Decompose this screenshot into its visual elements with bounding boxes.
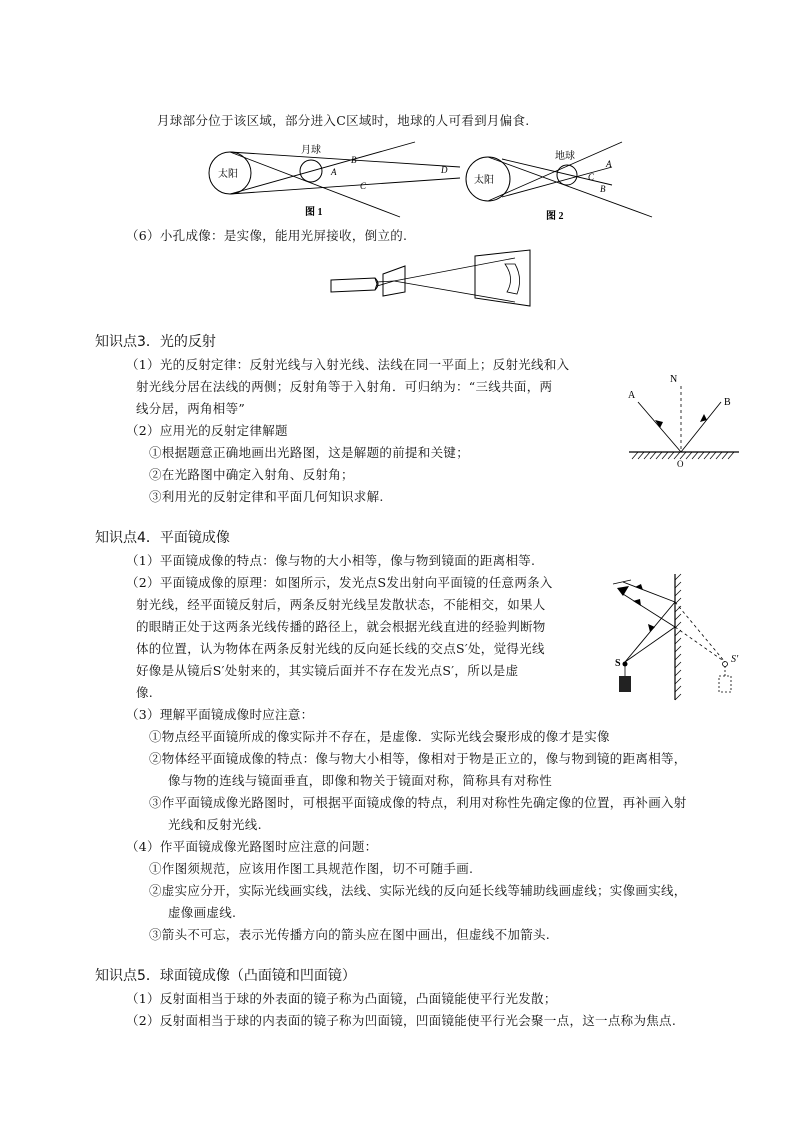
section-4-p2-line-1: （2）平面镜成像的原理：如图所示，发光点S发出射向平面镜的任意两条入 (126, 575, 553, 590)
earth-label: 地球 (555, 151, 575, 162)
section-3-item-1: ①根据题意正确地画出光路图，这是解题的前提和关键； (149, 445, 470, 460)
section-4-p3-item-3: ③作平面镜成像光路图时，可根据平面镜成像的特点，利用对称性先确定像的位置，再补画入射 (149, 795, 687, 810)
section-3-p2: （2）应用光的反射定律解题 (126, 423, 288, 438)
sun-label: 太阳 (474, 175, 494, 186)
section-3-item-2: ②在光路图中确定入射角、反射角； (149, 467, 354, 482)
source-s-label: S (615, 658, 621, 669)
section-3-p1-line-3: 线分居，两角相等” (136, 401, 246, 416)
section-4-p1: （1）平面镜成像的特点：像与物的大小相等，像与物到镜面的距离相等. (126, 553, 536, 568)
image-s-prime-label: S′ (731, 654, 739, 665)
pinhole-diagram (325, 250, 545, 310)
section-5-title: 知识点5．球面镜成像（凸面镜和凹面镜） (95, 968, 356, 984)
section-5-p1: （1）反射面相当于球的外表面的镜子称为凸面镜，凸面镜能使平行光发散； (126, 991, 557, 1006)
section-4-p4: （4）作平面镜成像光路图时应注意的问题： (126, 839, 378, 854)
ray-b-label: B (724, 397, 731, 408)
section-4-p3-item-2: ②物体经平面镜成像的特点：像与物大小相等，像相对于物是正立的，像与物到镜的距离相等， (149, 751, 687, 766)
section-4-p2-line-6: 像. (136, 685, 154, 700)
section-3-p1-line-2: 射光线分居在法线的两侧；反射角等于入射角．可归纳为：“三线共面，两 (136, 379, 553, 394)
figure-2-caption: 图 2 (546, 211, 564, 222)
figure-1-caption: 图 1 (305, 207, 323, 218)
section-4-p4-item-1: ①作图须规范，应该用作图工具规范作图，切不可随手画. (149, 861, 474, 876)
section-4-p4-item-2: ②虚实应分开，实际光线画实线，法线、实际光线的反向延长线等辅助线画虚线；实像画实线， (149, 883, 687, 898)
moon-label: 月球 (301, 145, 321, 156)
section-4-p4-item-2-cont: 虚像画虚线. (168, 905, 237, 920)
section-4-p2-line-5: 好像是从镜后S′处射来的，其实镜后面并不存在发光点S′，所以是虚 (136, 663, 519, 678)
region-c-label: C (360, 181, 367, 191)
section-4-p3-item-2-cont: 像与物的连线与镜面垂直，即像和物关于镜面对称，简称具有对称性 (168, 773, 553, 788)
region-a-label: A (331, 167, 337, 177)
ray-a-label: A (628, 390, 636, 401)
section-4-title: 知识点4．平面镜成像 (95, 530, 230, 546)
pinhole-text: （6）小孔成像：是实像，能用光屏接收，倒立的. (126, 228, 408, 243)
plane-mirror-diagram (603, 572, 753, 702)
region-d-label: D (441, 165, 448, 175)
region-a-label: A (606, 159, 612, 169)
region-b-label: B (600, 184, 606, 194)
section-4-p3-item-1: ①物点经平面镜所成的像实际并不存在，是虚像．实际光线会聚形成的像才是实像 (149, 729, 610, 744)
section-4-p2-line-2: 射光线，经平面镜反射后，两条反射光线呈发散状态，不能相交，如果人 (136, 597, 546, 612)
region-c-label: C (588, 172, 595, 182)
intro-text: 月球部分位于该区域，部分进入C区域时，地球的人可看到月偏食. (157, 113, 530, 128)
reflection-diagram (624, 370, 744, 470)
section-3-p1-line-1: （1）光的反射定律：反射光线与入射光线、法线在同一平面上；反射光线和入 (126, 357, 570, 372)
section-4-p3: （3）理解平面镜成像时应注意： (126, 707, 314, 722)
lunar-eclipse-diagram (205, 137, 465, 227)
solar-eclipse-diagram (462, 137, 662, 227)
point-o-label: O (677, 459, 684, 469)
region-b-label: B (351, 155, 357, 165)
section-4-p4-item-3: ③箭头不可忘，表示光传播方向的箭头应在图中画出，但虚线不加箭头. (149, 927, 551, 942)
section-3-item-3: ③利用光的反射定律和平面几何知识求解. (149, 489, 384, 504)
sun-label: 太阳 (218, 169, 238, 180)
normal-n-label: N (670, 374, 678, 385)
section-5-p2: （2）反射面相当于球的内表面的镜子称为凹面镜，凹面镜能使平行光会聚一点，这一点称为焦点. (126, 1013, 677, 1028)
section-4-p2-line-3: 的眼睛正处于这两条光线传播的路径上，就会根据光线直进的经验判断物 (136, 619, 546, 634)
section-3-title: 知识点3．光的反射 (95, 334, 216, 350)
section-4-p3-item-3-cont: 光线和反射光线. (168, 817, 262, 832)
section-4-p2-line-4: 体的位置，认为物体在两条反射光线的反向延长线的交点S′处，觉得光线 (136, 641, 545, 656)
